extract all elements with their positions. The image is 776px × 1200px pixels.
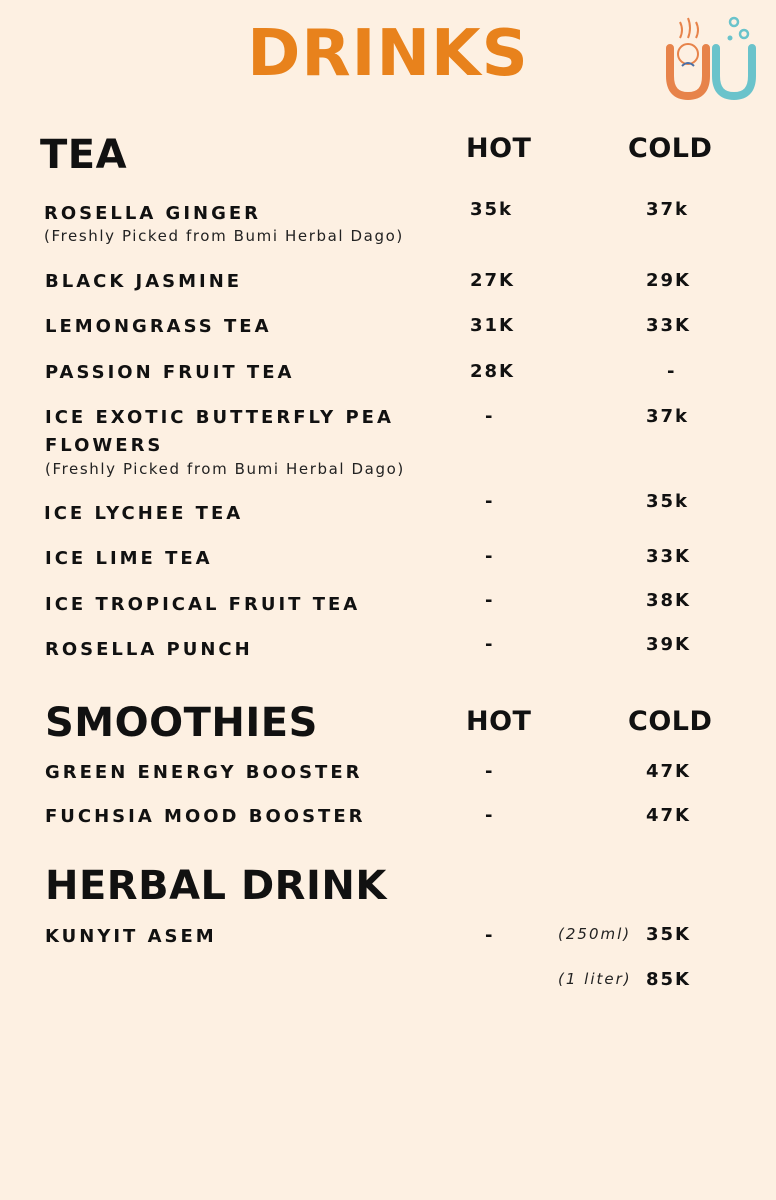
column-header-cold: COLD [628,133,713,164]
item-note: (Freshly Picked from Bumi Herbal Dago) [45,459,405,478]
column-header-cold: COLD [628,706,713,737]
section-heading-herbal-drink: HERBAL DRINK [45,863,387,909]
column-header-hot: HOT [466,133,532,164]
price-cold: 85K [646,969,691,990]
section-heading-smoothies: SMOOTHIES [45,700,318,746]
price-hot: - [485,406,495,427]
item-note: (Freshly Picked from Bumi Herbal Dago) [44,227,404,245]
price-cold: - [667,361,677,382]
price-cold: 47K [646,805,691,826]
price-cold: 37k [646,406,690,427]
menu-item [45,404,405,478]
price-hot: - [485,634,495,655]
column-header-hot: HOT [466,706,532,737]
menu-item: ICE LYCHEE TEA [44,503,244,524]
price-hot: 27K [470,270,515,291]
menu-item: FUCHSIA MOOD BOOSTER [45,806,366,827]
price-cold: 38K [646,590,691,611]
size-label: (250ml) [558,925,632,943]
menu-item: KUNYIT ASEM [45,926,217,947]
item-name: ICE EXOTIC BUTTERFLY PEA FLOWERS [45,407,394,456]
price-cold: 35k [646,491,690,512]
price-cold: 37k [646,199,690,220]
menu-item: GREEN ENERGY BOOSTER [45,762,363,783]
section-heading-tea: TEA [40,132,128,178]
menu-item: BLACK JASMINE [45,271,243,292]
page-title: DRINKS [247,17,529,91]
menu-item: PASSION FRUIT TEA [45,362,295,383]
menu-item: LEMONGRASS TEA [45,316,272,337]
price-hot: - [485,925,495,946]
price-cold: 33K [646,546,691,567]
menu-item [44,200,464,245]
item-name: ROSELLA GINGER [44,203,262,224]
price-cold: 35K [646,924,691,945]
price-hot: 31K [470,315,515,336]
menu-item: ICE TROPICAL FRUIT TEA [45,594,361,615]
price-hot: 35k [470,199,514,220]
price-hot: - [485,805,495,826]
price-hot: - [485,590,495,611]
brand-logo-icon [660,8,760,100]
price-hot: - [485,546,495,567]
price-cold: 33K [646,315,691,336]
menu-item: ICE LIME TEA [45,548,213,569]
price-cold: 29K [646,270,691,291]
price-hot: - [485,761,495,782]
menu-item: ROSELLA PUNCH [45,639,253,660]
price-hot: 28K [470,361,515,382]
size-label: (1 liter) [558,970,632,988]
price-cold: 47K [646,761,691,782]
price-cold: 39K [646,634,691,655]
price-hot: - [485,491,495,512]
